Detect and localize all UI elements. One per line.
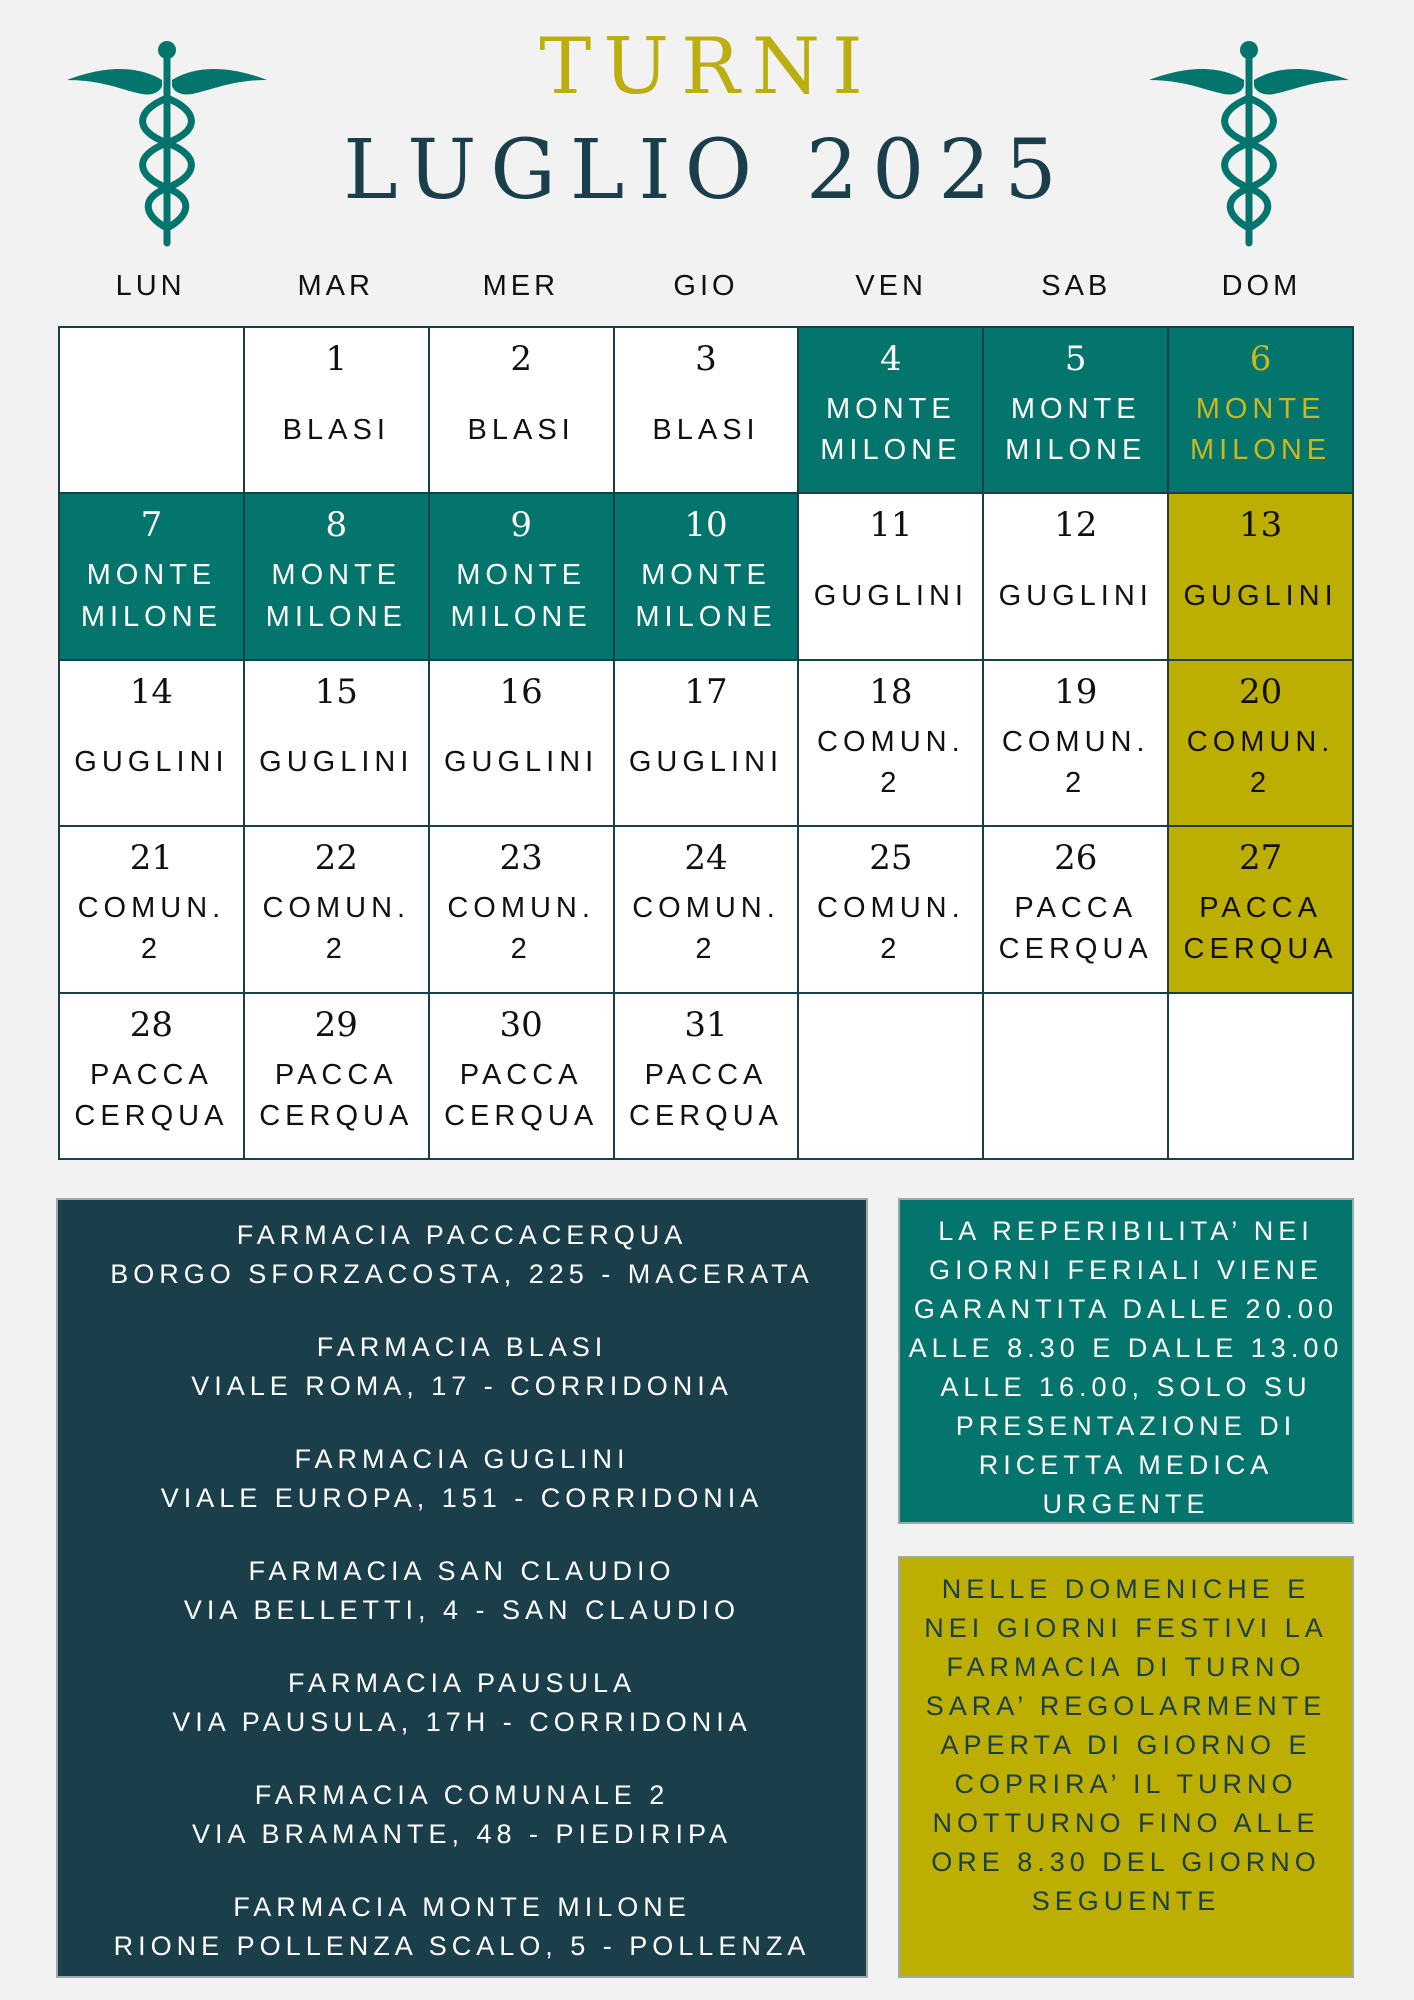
duty-pharmacy-name: MONTE MILONE [1005, 393, 1147, 467]
duty-pharmacy-name: BLASI [467, 413, 575, 446]
duty-pharmacy-name: PACCA CERQUA [74, 1058, 229, 1132]
day-number: 30 [499, 1004, 543, 1045]
duty-pharmacy-name: PACCA CERQUA [444, 1058, 599, 1132]
day-number: 18 [869, 671, 913, 712]
calendar-day-cell [430, 994, 615, 1160]
duty-pharmacy-name: PACCA CERQUA [998, 892, 1153, 966]
duty-pharmacy-name: GUGLINI [444, 746, 599, 779]
pharmacy-entry [58, 1216, 866, 1294]
pharmacy-address: VIA PAUSULA, 17H - CORRIDONIA [172, 1707, 752, 1737]
weekday-label: VEN [855, 270, 927, 302]
calendar-day-cell [60, 661, 245, 827]
pharmacy-name: FARMACIA GUGLINI [294, 1444, 630, 1474]
pharmacy-name: FARMACIA PAUSULA [287, 1668, 637, 1698]
day-number: 19 [1054, 671, 1098, 712]
title-turni: TURNI [539, 22, 875, 112]
duty-pharmacy-name: GUGLINI [74, 746, 229, 779]
calendar-day-cell [615, 661, 800, 827]
calendar-day-cell [245, 661, 430, 827]
day-number: 7 [140, 505, 163, 546]
duty-pharmacy-name: PACCA CERQUA [1183, 892, 1338, 966]
duty-pharmacy-name: PACCA CERQUA [259, 1058, 414, 1132]
day-number: 3 [695, 339, 717, 379]
duty-pharmacy-name: COMUN. 2 [262, 892, 411, 966]
weekday-label: DOM [1221, 270, 1302, 302]
calendar-day-cell [1169, 661, 1354, 827]
calendar-day-cell [245, 328, 430, 494]
calendar-day-cell [615, 994, 800, 1160]
calendar-day-cell [984, 661, 1169, 827]
day-number: 25 [869, 838, 913, 879]
weekday-availability-note: LA REPERIBILITA’ NEI GIORNI FERIALI VIENE GARANTITA DALLE 20.00 ALLE 8.30 E DALLE 13.00 ALLE 16.00, SOLO SU PRESENTAZIONE DI RICETTA MEDICA URGENTE [898, 1198, 1354, 1524]
day-number: 31 [684, 1004, 728, 1045]
day-number: 21 [129, 838, 174, 879]
holiday-note: NELLE DOMENICHE E NEI GIORNI FESTIVI LA FARMACIA DI TURNO SARA’ REGOLARMENTE APERTA DI GIORNO E COPRIRA’ IL TURNO NOTTURNO FINO ALLE ORE 8.30 DEL GIORNO SEGUENTE [898, 1556, 1354, 1978]
calendar-day-cell [430, 328, 615, 494]
duty-pharmacy-name: MONTE MILONE [820, 393, 962, 467]
calendar-day-cell [430, 494, 615, 660]
calendar-day-cell [1169, 827, 1354, 993]
weekday-label: SAB [1041, 270, 1112, 302]
calendar-day-cell [984, 494, 1169, 660]
duty-pharmacy-name: COMUN. 2 [447, 892, 595, 966]
day-number: 2 [510, 339, 532, 379]
pharmacy-address: VIA BRAMANTE, 48 - PIEDIRIPA [191, 1819, 733, 1849]
day-number: 14 [129, 671, 174, 712]
day-number: 13 [1238, 505, 1283, 546]
pharmacy-entry [58, 1664, 866, 1742]
day-number: 15 [314, 671, 358, 712]
duty-pharmacy-name: GUGLINI [259, 746, 414, 779]
pharmacy-address: RIONE POLLENZA SCALO, 5 - POLLENZA [113, 1931, 811, 1961]
pharmacy-address: VIALE ROMA, 17 - CORRIDONIA [191, 1371, 733, 1401]
pharmacy-address: VIA BELLETTI, 4 - SAN CLAUDIO [183, 1595, 741, 1625]
duty-pharmacy-name: MONTE MILONE [635, 559, 777, 633]
duty-pharmacy-name: PACCA CERQUA [628, 1058, 784, 1132]
day-number: 12 [1054, 505, 1098, 546]
duty-pharmacy-name [1257, 1048, 1265, 1158]
day-number: 28 [129, 1004, 174, 1045]
calendar-day-cell [245, 994, 430, 1160]
pharmacy-name: FARMACIA PACCACERQUA [236, 1220, 688, 1250]
day-number: 9 [510, 505, 532, 546]
duty-pharmacy-name: MONTE MILONE [1189, 393, 1332, 467]
calendar-day-cell [615, 494, 800, 660]
calendar-empty-cell [60, 328, 245, 494]
duty-pharmacy-name: COMUN. 2 [77, 892, 226, 966]
day-number: 24 [684, 838, 728, 879]
pharmacy-address: VIALE EUROPA, 151 - CORRIDONIA [160, 1483, 764, 1513]
weekday-header [58, 270, 1354, 300]
calendar-day-cell [1169, 328, 1354, 494]
duty-pharmacy-name: BLASI [282, 413, 390, 446]
day-number: 27 [1238, 838, 1283, 879]
day-number: 20 [1238, 671, 1283, 712]
weekday-label: GIO [673, 270, 739, 302]
day-number: 22 [314, 838, 358, 879]
calendar-day-cell [799, 827, 984, 993]
title-month: LUGLIO 2025 [343, 123, 1071, 218]
duty-pharmacy-name: GUGLINI [813, 580, 968, 612]
day-number: 8 [325, 505, 348, 546]
calendar-day-cell [615, 827, 800, 993]
calendar-empty-cell [799, 994, 984, 1160]
day-number: 6 [1249, 339, 1272, 379]
calendar-day-cell [430, 827, 615, 993]
day-number: 5 [1064, 339, 1087, 379]
weekday-label: MAR [297, 270, 374, 302]
day-number: 16 [499, 671, 543, 712]
calendar-day-cell [615, 328, 800, 494]
calendar-grid [58, 326, 1354, 1160]
duty-pharmacy-name: GUGLINI [1183, 580, 1338, 612]
caduceus-icon-left [62, 38, 272, 248]
weekday-label: LUN [115, 270, 186, 302]
day-number: 1 [325, 339, 348, 379]
duty-pharmacy-name: COMUN. 2 [632, 892, 780, 966]
day-number: 29 [314, 1004, 358, 1045]
duty-pharmacy-name: BLASI [652, 413, 760, 446]
duty-pharmacy-name [1072, 1048, 1080, 1158]
day-number: 4 [880, 339, 902, 379]
duty-pharmacy-name: COMUN. 2 [1001, 725, 1150, 799]
calendar-day-cell [60, 994, 245, 1160]
duty-pharmacy-name [887, 1048, 895, 1158]
calendar-day-cell [60, 494, 245, 660]
day-number: 17 [684, 671, 728, 712]
calendar-day-cell [799, 328, 984, 494]
pharmacy-entry [58, 1776, 866, 1854]
calendar-day-cell [60, 827, 245, 993]
duty-pharmacy-name: GUGLINI [998, 580, 1153, 612]
pharmacy-entry [58, 1552, 866, 1630]
caduceus-icon-right [1144, 38, 1354, 248]
pharmacy-name: FARMACIA COMUNALE 2 [254, 1780, 670, 1810]
duty-pharmacy-name: MONTE MILONE [450, 559, 592, 633]
calendar-day-cell [799, 661, 984, 827]
pharmacy-address: BORGO SFORZACOSTA, 225 - MACERATA [110, 1259, 814, 1289]
pharmacy-entry [58, 1328, 866, 1406]
calendar-empty-cell [1169, 994, 1354, 1160]
calendar-day-cell [984, 827, 1169, 993]
calendar-day-cell [245, 494, 430, 660]
duty-pharmacy-name: MONTE MILONE [80, 559, 223, 633]
pharmacy-list [56, 1198, 868, 1978]
calendar-day-cell [1169, 494, 1354, 660]
day-number: 11 [869, 505, 913, 546]
calendar-day-cell [799, 494, 984, 660]
pharmacy-name: FARMACIA SAN CLAUDIO [248, 1556, 676, 1586]
calendar-empty-cell [984, 994, 1169, 1160]
pharmacy-entry [58, 1888, 866, 1966]
weekday-label: MER [482, 270, 560, 302]
pharmacy-name: FARMACIA BLASI [316, 1332, 608, 1362]
duty-pharmacy-name: MONTE MILONE [265, 559, 407, 633]
duty-pharmacy-name: COMUN. 2 [817, 725, 965, 799]
pharmacy-entry [58, 1440, 866, 1518]
day-number: 26 [1054, 838, 1098, 879]
calendar-day-cell [430, 661, 615, 827]
duty-pharmacy-name: COMUN. 2 [1186, 725, 1335, 799]
pharmacy-name: FARMACIA MONTE MILONE [233, 1892, 691, 1922]
duty-pharmacy-name [147, 382, 155, 492]
day-number: 10 [684, 505, 728, 546]
duty-pharmacy-name: COMUN. 2 [817, 892, 965, 966]
calendar-day-cell [984, 328, 1169, 494]
duty-pharmacy-name: GUGLINI [628, 746, 784, 779]
calendar-day-cell [245, 827, 430, 993]
day-number: 23 [499, 838, 543, 879]
